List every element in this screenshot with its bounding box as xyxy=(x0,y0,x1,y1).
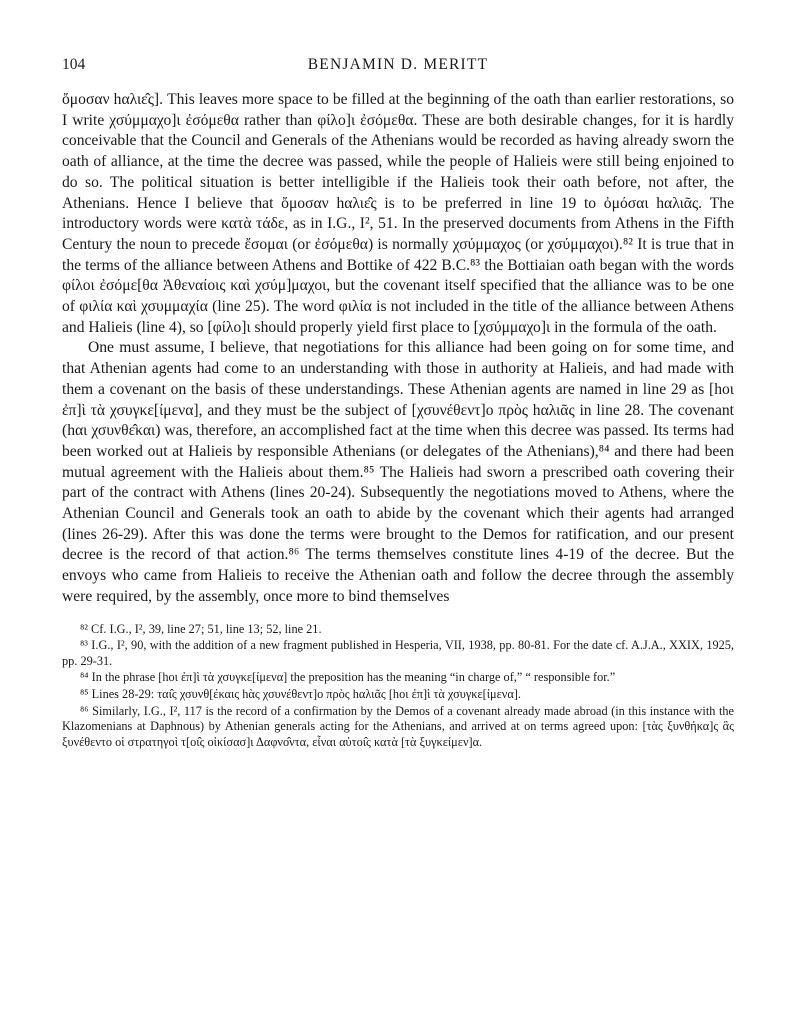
footnotes xyxy=(62,622,734,751)
page-header xyxy=(62,56,734,78)
paragraph: ὄμοσαν hαλιε̂ς]. This leaves more space to be filled at the beginning of the oath than earlier restorations, so I write χσύμμαχο]ι ἐσόμεθα rather than φίλο]ι ἐσόμεθα. These are both desirable changes, for it is hardly conceivable that the Council and Generals of the Athenians would be recorded as having already sworn the oath of alliance, at the time the decree was passed, while the people of Halieis were still being enjoined to do so. The political situation is better intelligible if the Halieis took their oath before, not after, the Athenians. Hence I believe that ὄμοσαν hαλιε̂ς is to be preferred in line 19 to ὀμόσαι hαλιᾶς. The introductory words were κατὰ τάδε, as in I.G., I², 51. In the preserved documents from Athens in the Fifth Century the noun to precede ἔσομαι (or ἐσόμεθα) is normally χσύμμαχος (or χσύμμαχοι).⁸² It is true that in the terms of the alliance between Athens and Bottike of 422 B.C.⁸³ the Bottiaian oath began with the words φίλοι ἐσόμε[θα Ἀθεναίοις καὶ χσύμ]μαχοι, but the covenant itself specified that the alliance was to be one of φιλία καὶ χσυμμαχία (line 25). The word φιλία is not included in the title of the alliance between Athens and Halieis (line 4), so [φίλο]ι should properly yield first place to [χσύμμαχο]ι in the formula of the oath. xyxy=(62,91,734,336)
footnote-82: ⁸² Cf. I.G., I², 39, line 27; 51, line 13; 52, line 21. xyxy=(80,621,322,636)
footnote-83: ⁸³ I.G., I², 90, with the addition of a new fragment published in Hesperia, VII, 1938, pp. 80-81. For the date cf. A.J.A., XXIX, 1925, pp. 29-31. xyxy=(62,638,734,668)
footnote-86: ⁸⁶ Similarly, I.G., I², 117 is the record of a confirmation by the Demos of a covenant already made abroad (in this instance with the Klazomenians at Daphnous) by Athenian generals acting for the Athenians, and arrived at on terms agreed upon: [τὰς ξυνθήκα]ς ἃς ξυνέθεντο οἱ στρατηγοὶ τ[οι̂ς οἰκίσασ]ι Δαφνο̂ντα, εἶναι αὐτοι̂ς κατὰ [τὰ ξυγκείμεν]α. xyxy=(62,703,734,749)
footnote-85: ⁸⁵ Lines 28-29: ται̂ς χσυνθ[έκαις hὰς χσυνέθεντ]ο πρὸς hαλιᾶς [hοι ἐπ]ὶ τὰ χσυγκε[ίμενα]. xyxy=(80,686,521,701)
footnote-84: ⁸⁴ In the phrase [hοι ἐπ]ὶ τὰ χσυγκε[ίμενα] the preposition has the meaning “in charge of,” “ responsible for.” xyxy=(80,670,616,685)
document-page xyxy=(62,56,734,751)
body-text xyxy=(62,90,734,608)
paragraph: One must assume, I believe, that negotiations for this alliance had been going on for some time, and that Athenian agents had come to an understanding with those in authority at Halieis, and had made with them a covenant on the basis of these understandings. These Athenian agents are named in line 29 as [hοι ἐπ]ὶ τὰ χσυγκε[ίμενα], and they must be the subject of [χσυνέθεντ]ο πρὸς hαλιᾶς in line 28. The covenant (hαι χσυνθε̂και) was, therefore, an accomplished fact at the time when this decree was passed. Its terms had been worked out at Halieis by responsible Athenians (or delegates of the Athenians),⁸⁴ and there had been mutual agreement with the Halieis about them.⁸⁵ The Halieis had sworn a prescribed oath covering their part of the contract with Athens (lines 20-24). Subsequently the negotiations moved to Athens, where the Athenian Council and Generals took an oath to abide by the covenant which their agents had arranged (lines 26-29). After this was done the terms were brought to the Demos for ratification, and our present decree is the record of that action.⁸⁶ The terms themselves constitute lines 4-19 of the decree. But the envoys who came from Halieis to receive the Athenian oath and follow the decree through the assembly were required, by the assembly, once more to bind themselves xyxy=(62,339,734,605)
running-head: BENJAMIN D. MERITT xyxy=(307,56,489,73)
page-number: 104 xyxy=(62,56,86,73)
